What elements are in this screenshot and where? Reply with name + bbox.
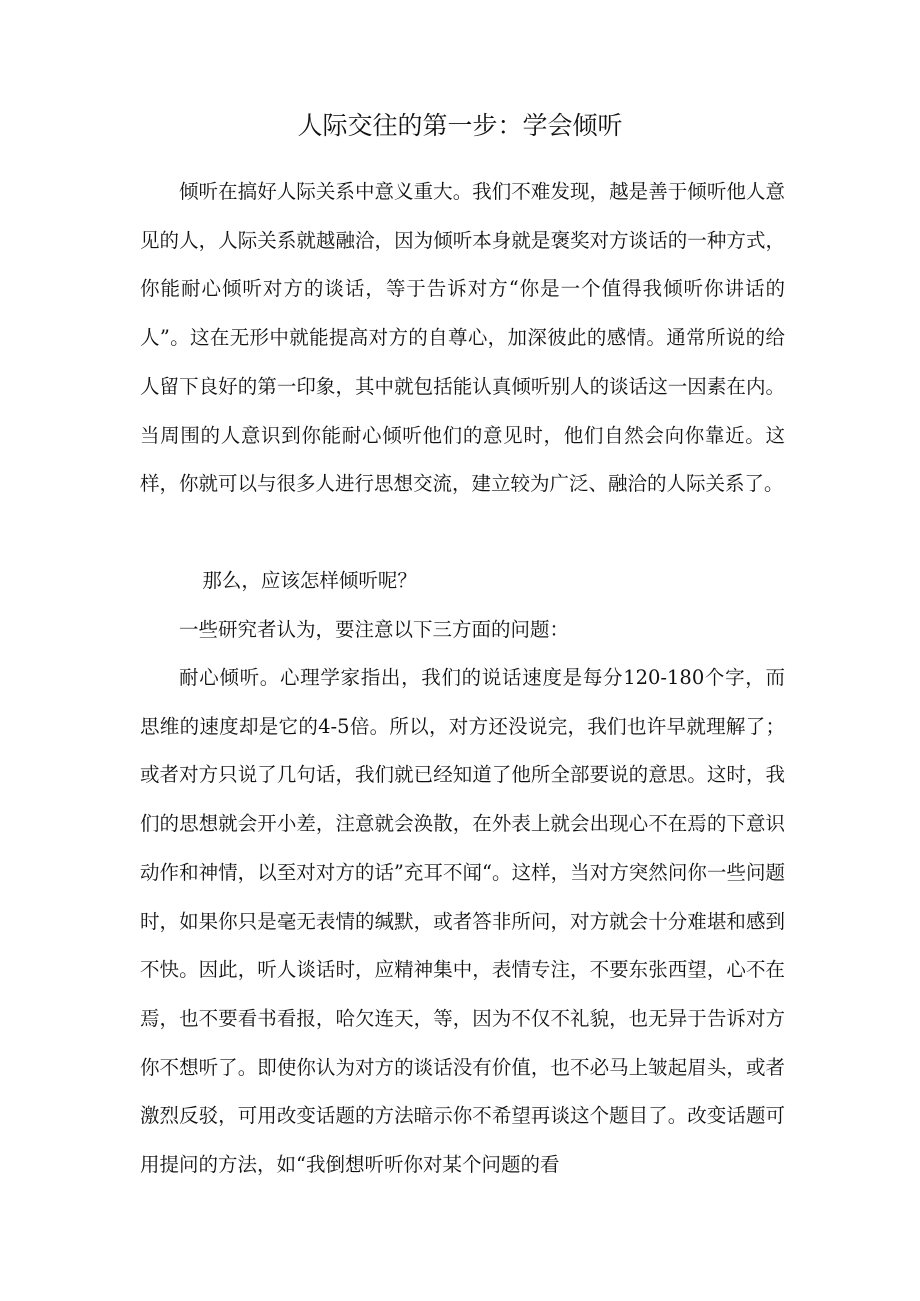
document-title: 人际交往的第一步：学会倾听	[297, 111, 623, 140]
paragraph-how-to-listen-question: 那么，应该怎样倾听呢？	[202, 569, 417, 592]
paragraph-importance-of-listening: 倾听在搞好人际关系中意义重大。我们不难发现，越是善于倾听他人意见的人，人际关系就越融洽，因为倾听本身就是褒奖对方谈话的一种方式，你能耐心倾听对方的谈话，等于告诉对方“你是一个值得我倾听你讲话的人”。这在无形中就能提高对方的自尊心，加深彼此的感情。通常所说的给人留下良好的第一印象，其中就包括能认真倾听别人的谈话这一因素在内。当周围的人意识到你能耐心倾听他们的意见时，他们自然会向你靠近。这样，你就可以与很多人进行思想交流，建立较为广泛、融洽的人际关系了。	[140, 180, 785, 496]
paragraph-patient-listening: 耐心倾听。心理学家指出，我们的说话速度是每分120-180个字，而思维的速度却是它的4-5倍。所以，对方还没说完，我们也许早就理解了；或者对方只说了几句话，我们就已经知道了他所全部要说的意思。这时，我们的思想就会开小差，注意就会涣散，在外表上就会出现心不在焉的下意识动作和神情，以至对对方的话”充耳不闻“。这样，当对方突然问你一些问题时，如果你只是毫无表情的缄默，或者答非所问，对方就会十分难堪和感到不快。因此，听人谈话时，应精神集中，表情专注，不要东张西望，心不在焉，也不要看书看报，哈欠连天，等，因为不仅不礼貌，也无异于告诉对方你不想听了。即使你认为对方的谈话没有价值，也不必马上皱起眉头，或者激烈反驳，可用改变话题的方法暗示你不希望再谈这个题目了。改变话题可用提问的方法，如“我倒想听听你对某个问题的看	[140, 666, 785, 1177]
paragraph-three-aspects-intro: 一些研究者认为，要注意以下三方面的问题：	[179, 618, 570, 641]
